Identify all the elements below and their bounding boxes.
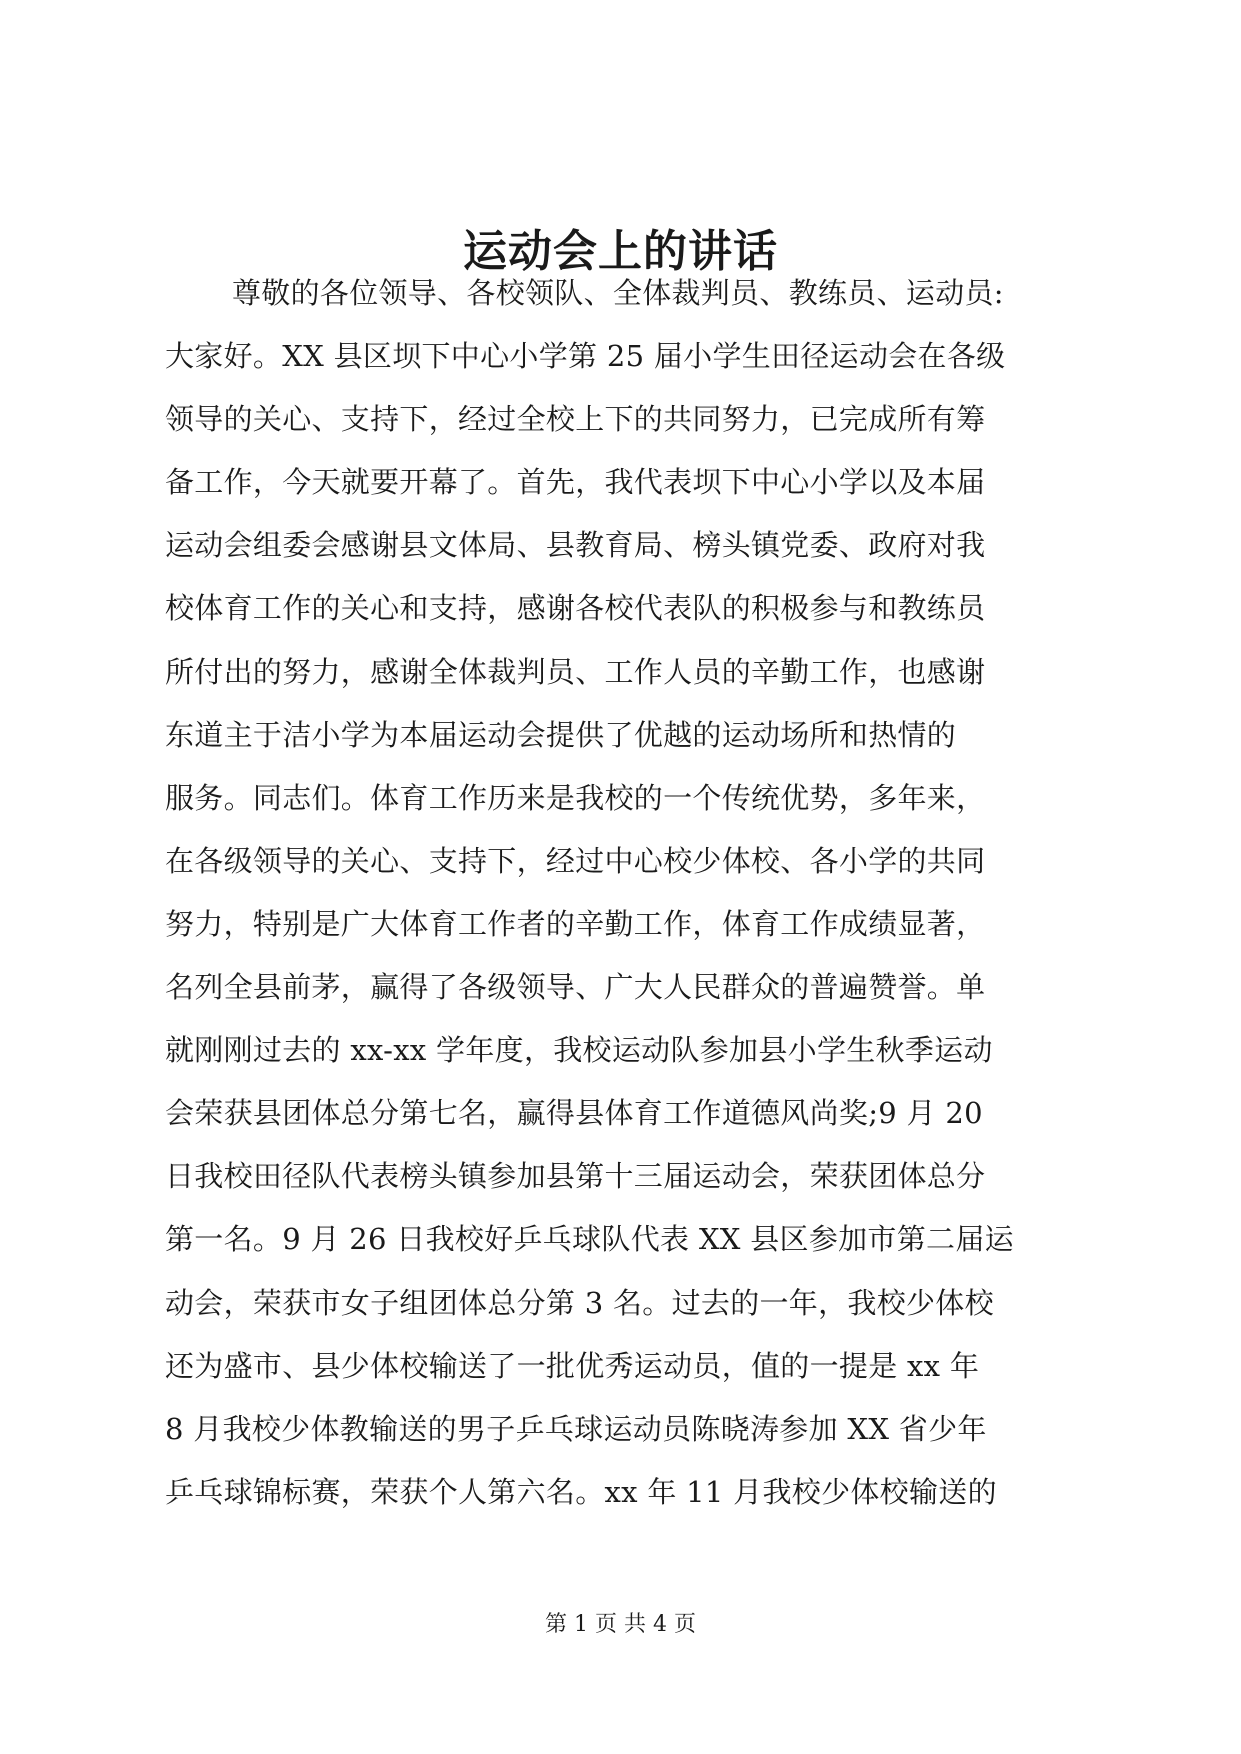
body-line: 第一名。9 月 26 日我校好乒乓球队代表 XX 县区参加市第二届运 [165,1222,1014,1257]
body-line: 动会，荣获市女子组团体总分第 3 名。过去的一年，我校少体校 [165,1285,994,1320]
body-line: 领导的关心、支持下，经过全校上下的共同努力，已完成所有筹 [165,402,986,437]
body-line: 还为盛市、县少体校输送了一批优秀运动员，值的一提是 xx 年 [165,1348,980,1383]
body-line: 尊敬的各位领导、各校领队、全体裁判员、教练员、运动员: [232,276,1004,310]
body-line: 乒乓球锦标赛，荣获个人第六名。xx 年 11 月我校少体校输送的 [165,1474,997,1509]
document-body [165,262,1085,1524]
body-line: 所付出的努力，感谢全体裁判员、工作人员的辛勤工作，也感谢 [165,654,986,689]
body-line: 名列全县前茅，赢得了各级领导、广大人民群众的普遍赞誉。单 [165,970,986,1005]
body-line: 校体育工作的关心和支持，感谢各校代表队的积极参与和教练员 [165,591,986,626]
body-line: 日我校田径队代表榜头镇参加县第十三届运动会，荣获团体总分 [165,1159,986,1194]
body-line: 服务。同志们。体育工作历来是我校的一个传统优势，多年来， [165,780,986,815]
body-line: 东道主于洁小学为本届运动会提供了优越的运动场所和热情的 [165,717,957,752]
body-line: 努力，特别是广大体育工作者的辛勤工作，体育工作成绩显著， [165,906,986,941]
page-footer: 第 1 页 共 4 页 [545,1612,696,1637]
body-line: 大家好。XX 县区坝下中心小学第 25 届小学生田径运动会在各级 [165,339,1006,374]
body-line: 就刚刚过去的 xx-xx 学年度，我校运动队参加县小学生秋季运动 [165,1033,993,1068]
document-title: 运动会上的讲话 [463,226,778,277]
body-line: 会荣获县团体总分第七名，赢得县体育工作道德风尚奖;9 月 20 [165,1096,983,1131]
body-line: 在各级领导的关心、支持下，经过中心校少体校、各小学的共同 [165,843,986,878]
body-line: 备工作，今天就要开幕了。首先，我代表坝下中心小学以及本届 [165,465,986,500]
body-line: 8 月我校少体教输送的男子乒乓球运动员陈晓涛参加 XX 省少年 [165,1411,987,1446]
body-line: 运动会组委会感谢县文体局、县教育局、榜头镇党委、政府对我 [165,528,986,563]
